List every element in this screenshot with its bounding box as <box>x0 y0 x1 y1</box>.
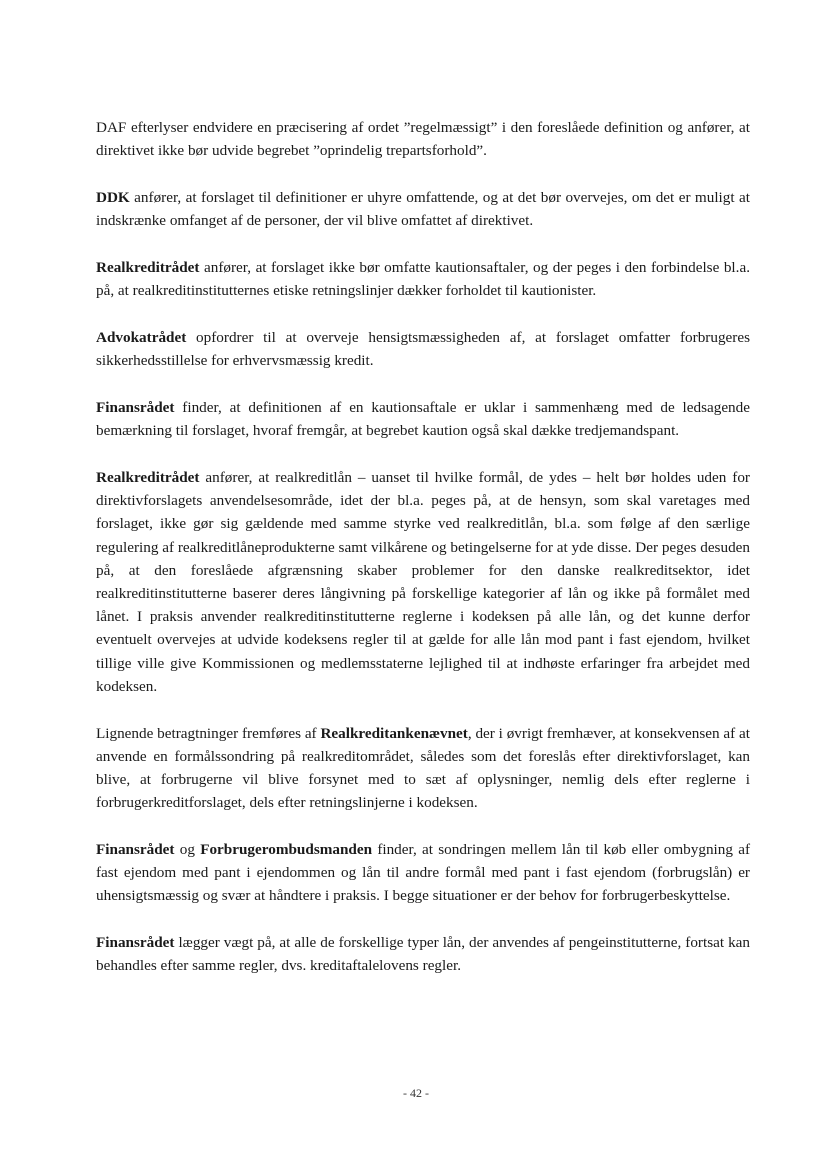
paragraph-3 <box>96 256 750 302</box>
organization-name: Advokatrådet <box>96 329 187 346</box>
paragraph-5 <box>96 396 750 442</box>
organization-name-2: Forbrugerombudsmanden <box>200 841 373 859</box>
organization-name: DDK <box>96 189 130 206</box>
paragraph-text: , der i øvrigt fremhæver, at konsekvensen af at anvende en formålssondring på realkreditområdet, således som det foreslås efter direktivforslaget, kan blive, at forbrugerne vil blive forsynet med to sæt af oplysninger, nemlig dels efter reglerne i forbrugerkreditforslaget, dels efter retningslinjerne i kodeksen. <box>96 724 750 812</box>
organization-name: Finansrådet <box>96 934 175 952</box>
paragraph-text: DAF efterlyser endvidere en præcisering af ordet ”regelmæssigt” i den foreslåede definition og anfører, at direktivet ikke bør udvide begrebet ”oprindelig trepartsforhold”. <box>96 119 750 160</box>
paragraph-9 <box>96 931 750 977</box>
paragraph-2 <box>96 186 750 232</box>
organization-name: Realkreditrådet <box>96 469 200 486</box>
paragraph-conjunction: og <box>174 841 201 859</box>
paragraph-intro: Lignende betragtninger fremføres af <box>96 724 321 742</box>
paragraph-text: opfordrer til at overveje hensigtsmæssigheden af, at forslaget omfatter forbrugeres sikkerhedsstillelse for erhvervsmæssig kredit. <box>96 329 750 370</box>
organization-name: Finansrådet <box>96 841 175 859</box>
page-number: - 42 - <box>403 1086 429 1100</box>
paragraph-text: anfører, at forslaget ikke bør omfatte kautionsaftaler, og der peges i den forbindelse bl.a. på, at realkreditinstitutternes etiske retningslinjer dækker forholdet til kautionister. <box>96 259 750 300</box>
document-body <box>96 116 750 1001</box>
paragraph-6 <box>96 466 750 698</box>
organization-name: Realkreditrådet <box>96 259 200 276</box>
paragraph-text: finder, at sondringen mellem lån til køb eller ombygning af fast ejendom med pant i ejendommen og lån til andre formål med pant i fast ejendom (forbrugslån) er uhensigtsmæssig og svær at håndtere i praksis. I begge situationer er der behov for forbrugerbeskyttelse. <box>96 841 750 905</box>
paragraph-4 <box>96 326 750 372</box>
paragraph-text: lægger vægt på, at alle de forskellige typer lån, der anvendes af pengeinstitutterne, fortsat kan behandles efter samme regler, dvs. kreditaftalelovens regler. <box>96 934 750 975</box>
organization-name: Realkreditankenævnet <box>320 724 468 742</box>
paragraph-text: anfører, at forslaget til definitioner er uhyre omfattende, og at det bør overvejes, om det er muligt at indskrænke omfanget af de personer, der vil blive omfattet af direktivet. <box>96 189 750 230</box>
organization-name: Finansrådet <box>96 399 175 416</box>
paragraph-text: finder, at definitionen af en kautionsaftale er uklar i sammenhæng med de ledsagende bemærkning til forslaget, hvoraf fremgår, at begrebet kaution også skal dække tredjemandspant. <box>96 399 750 440</box>
paragraph-7 <box>96 722 750 815</box>
paragraph-8 <box>96 838 750 908</box>
paragraph-1 <box>96 116 750 162</box>
paragraph-text: anfører, at realkreditlån – uanset til hvilke formål, de ydes – helt bør holdes uden for direktivforslagets anvendelsesområde, idet der bl.a. peges på, at de hensyn, som skal varetages med forslaget, ikke gør sig gældende med samme styrke ved realkreditlån, bl.a. som følge af den særlige regulering af realkreditlåneprodukterne samt vilkårene og betingelserne for at yde disse. Der peges desuden på, at den foreslåede afgrænsning skaber problemer for den danske realkreditsektor, idet realkreditinstitutterne baserer deres långivning på forskellige kategorier af lån og ikke på formålet med lånet. I praksis anvender realkreditinstitutterne reglerne i kodeksen på alle lån, og det kunne derfor eventuelt overvejes at udvide kodeksens regler til at gælde for alle lån mod pant i fast ejendom, hvilket tillige ville give Kommissionen og medlemsstaterne lejlighed til at indhøste erfaringer fra arbejdet med kodeksen. <box>96 469 750 695</box>
